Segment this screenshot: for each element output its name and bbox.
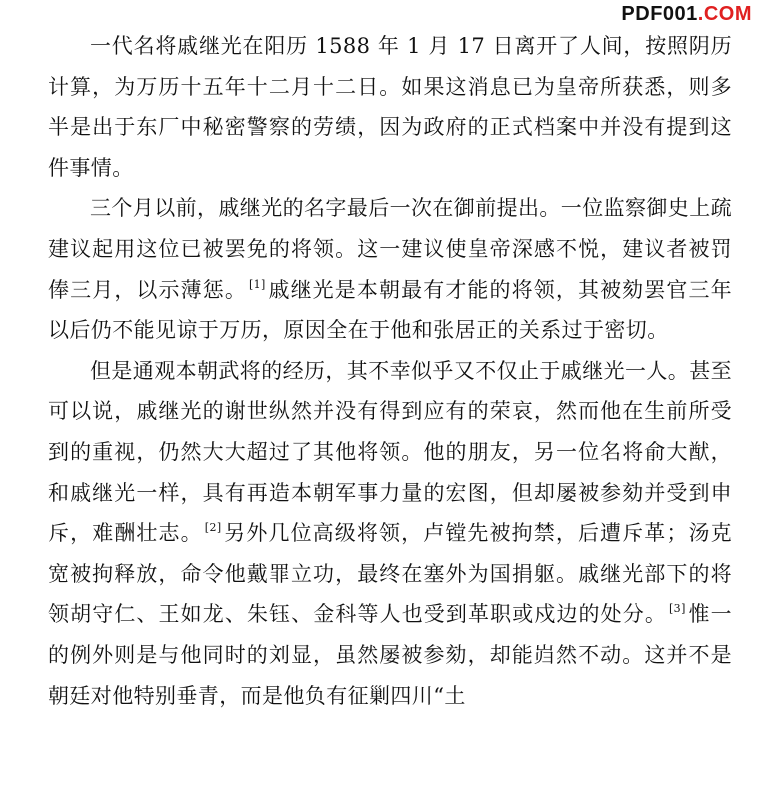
paragraph-3 [48,351,732,716]
watermark-suffix: .COM [697,3,752,25]
site-watermark [621,3,752,26]
paragraph-text: 另外几位高级将领，卢镗先被拘禁，后遭斥革；汤克宽被拘释放，命令他戴罪立功，最终在塞外为国捐躯。戚继光部下的将领胡守仁、王如龙、朱钰、金科等人也受到革职或戍边的处分。 [48,521,732,627]
footnote-ref-2[interactable]: [2] [204,521,222,535]
paragraph-text: 但是通观本朝武将的经历，其不幸似乎又不仅止于戚继光一人。甚至可以说，戚继光的谢世纵然并没有得到应有的荣哀，然而他在生前所受到的重视，仍然大大超过了其他将领。他的朋友，另一位名将俞大猷，和戚继光一样，具有再造本朝军事力量的宏图，但却屡被参劾并受到申斥，难酬壮志。 [48,358,732,546]
footnote-ref-1[interactable]: [1] [248,277,266,291]
document-page [48,26,732,802]
watermark-text: PDF001 [621,3,698,25]
paragraph-text: 三个月以前，戚继光的名字最后一次在御前提出。一位监察御史上疏建议起用这位已被罢免的将领。这一建议使皇帝深感不悦，建议者被罚俸三月，以示薄惩。 [48,196,732,302]
paragraph-text: 戚继光是本朝最有才能的将领，其被劾罢官三年以后仍不能见谅于万历，原因全在于他和张居正的关系过于密切。 [48,277,732,343]
paragraph-text: 一代名将戚继光在阳历 1588 年 1 月 17 日离开了人间，按照阴历计算，为万历十五年十二月十二日。如果这消息已为皇帝所获悉，则多半是出于东厂中秘密警察的劳绩，因为政府的正式档案中并没有提到这件事情。 [48,34,732,180]
footnote-ref-3[interactable]: [3] [668,602,686,616]
paragraph-2 [48,188,732,350]
paragraph-1 [48,26,732,188]
paragraph-text: 惟一的例外则是与他同时的刘显，虽然屡被参劾，却能岿然不动。这并不是朝廷对他特别垂青，而是他负有征剿四川“土 [48,602,732,708]
